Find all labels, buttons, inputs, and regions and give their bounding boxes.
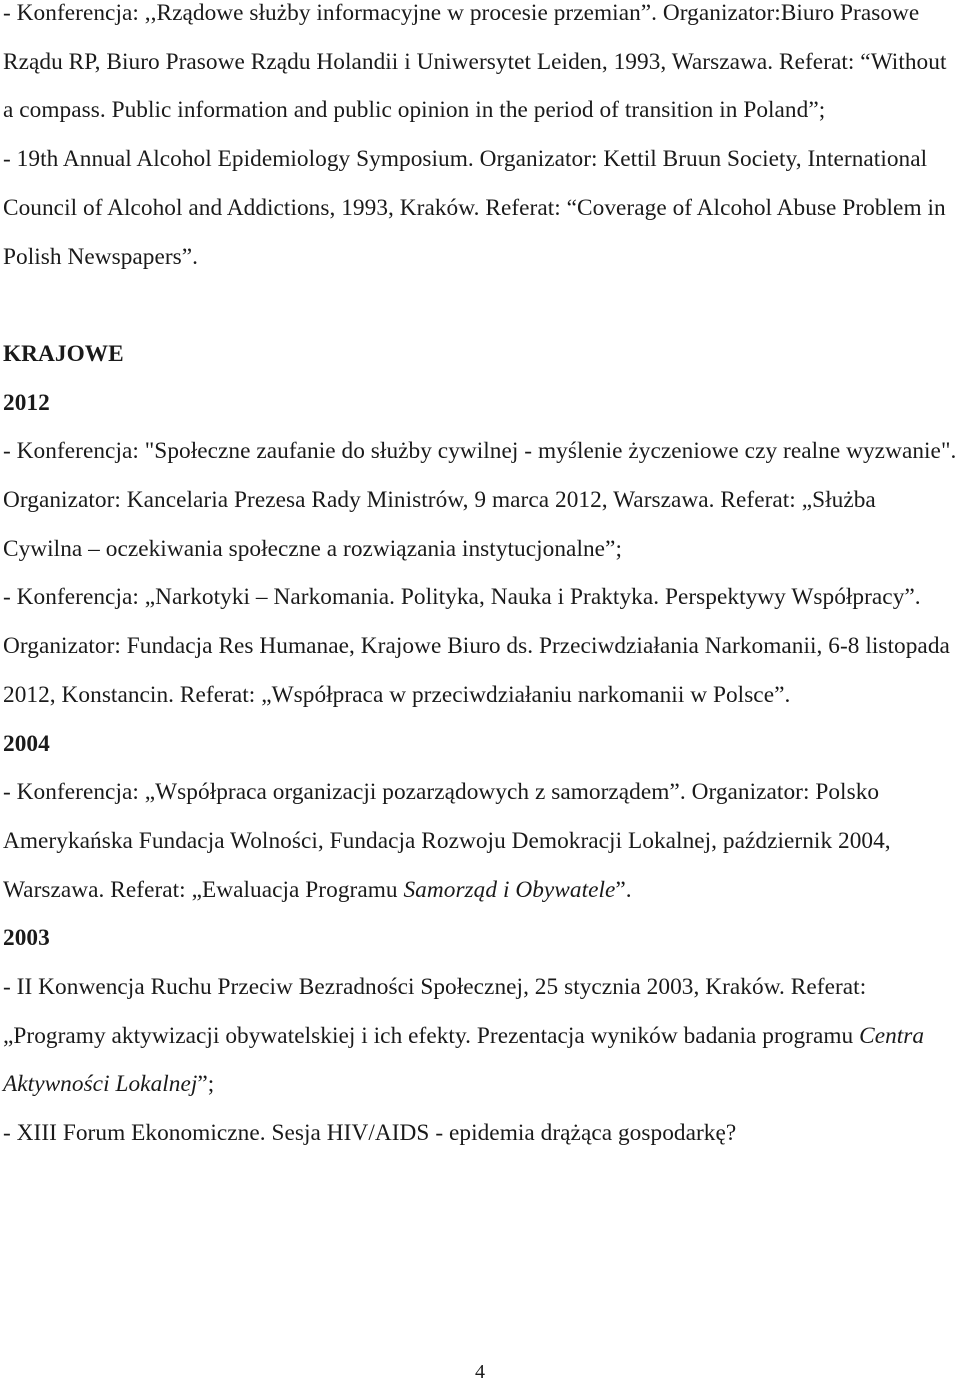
entry-2003-1-text: - II Konwencja Ruchu Przeciw Bezradności Społecznej, 25 stycznia 2003, Kraków. Referat: „Programy aktywizacji obywatelskiej i ich efekty. Prezentacja wyników badania programu	[3, 974, 867, 1049]
entry-2003-2: - XIII Forum Ekonomiczne. Sesja HIV/AIDS - epidemia drążąca gospodarkę?	[3, 1120, 737, 1147]
entry-2004-1-italic: Samorząd i Obywatele	[403, 876, 616, 903]
entry-2004-1-end: ”.	[615, 876, 632, 903]
entry-2012-1: - Konferencja: "Społeczne zaufanie do służby cywilnej - myślenie życzeniowe czy realne wyzwanie". Organizator: Kancelaria Prezesa Rady Ministrów, 9 marca 2012, Warszawa. Referat: „Służba Cywilna – oczekiwania społeczne a rozwiązania instytucjonalne”;	[3, 438, 957, 562]
year-heading-2012: 2012	[3, 389, 50, 416]
entry-2003-1-end: ”;	[197, 1071, 215, 1098]
intro-item-2: - 19th Annual Alcohol Epidemiology Symposium. Organizator: Kettil Bruun Society, International Council of Alcohol and Addictions, 1993, Kraków. Referat: “Coverage of Alcohol Abuse Problem in Polish Newspapers”.	[3, 146, 946, 270]
page-number: 4	[475, 1361, 485, 1383]
year-heading-2003: 2003	[3, 925, 50, 952]
year-heading-2004: 2004	[3, 730, 50, 757]
entry-2003-1-italic: Centra Aktywności Lokalnej	[3, 1022, 925, 1098]
section-title-krajowe: KRAJOWE	[3, 340, 124, 367]
entry-2004-1	[3, 768, 958, 914]
entry-2012-2: - Konferencja: „Narkotyki – Narkomania. Polityka, Nauka i Praktyka. Perspektywy Współpracy”. Organizator: Fundacja Res Humanae, Krajowe Biuro ds. Przeciwdziałania Narkomanii, 6-8 listopada 2012, Konstancin. Referat: „Współpraca w przeciwdziałaniu narkomanii w Polsce”.	[3, 584, 950, 708]
section-spacer	[3, 281, 958, 330]
entry-2004-1-text: - Konferencja: „Współpraca organizacji pozarządowych z samorządem”. Organizator: Polsko Amerykańska Fundacja Wolności, Fundacja Rozwoju Demokracji Lokalnej, październik 2004, Warszawa. Referat: „Ewaluacja Programu	[3, 779, 891, 903]
document-body	[3, 0, 958, 1158]
intro-item-1: - Konferencja: ,,Rządowe służby informacyjne w procesie przemian”. Organizator:Biuro Prasowe Rządu RP, Biuro Prasowe Rządu Holandii i Uniwersytet Leiden, 1993, Warszawa. Referat: “Without a compass. Public information and public opinion in the period of transition in Poland”;	[3, 0, 947, 124]
entry-2003-1	[3, 963, 958, 1109]
